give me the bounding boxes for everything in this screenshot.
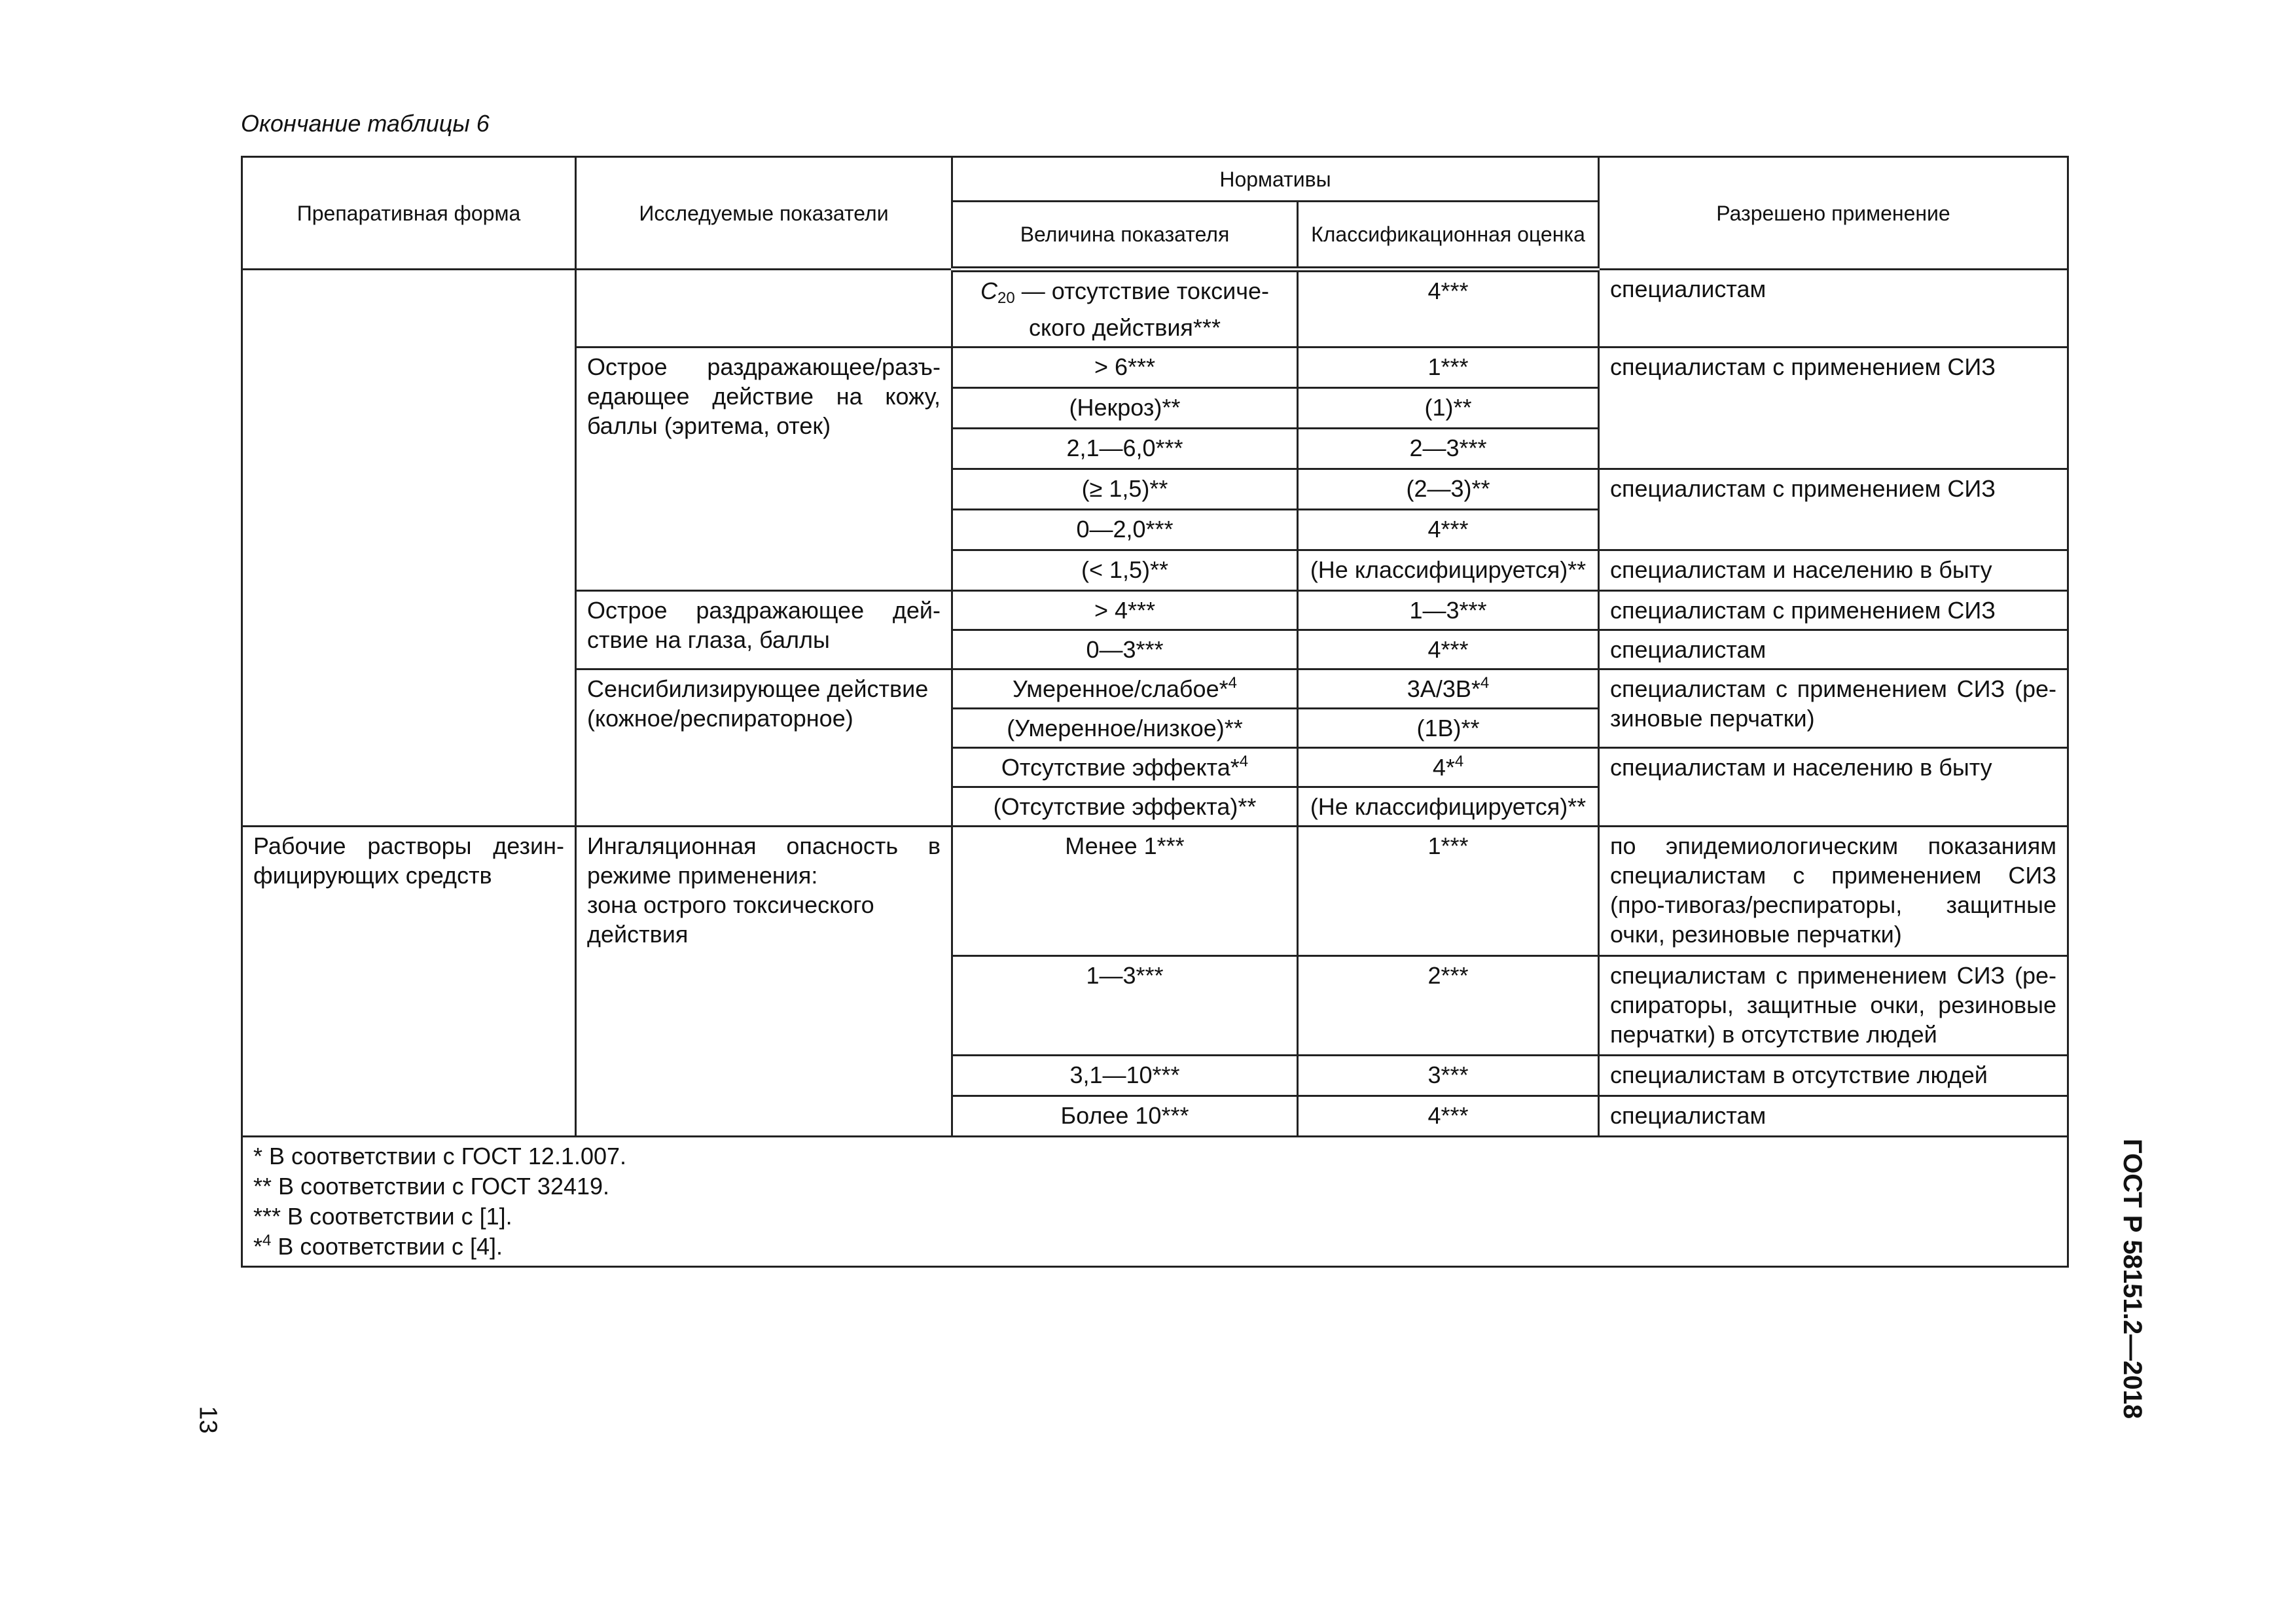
allowed-cell: специалистам и населению в быту — [1599, 550, 2068, 591]
value-cell: Отсутствие эффекта*$^4$ — [952, 748, 1298, 787]
class-cell: 4*$^4$ — [1298, 748, 1599, 787]
page-number: 13 — [194, 1406, 222, 1434]
indicator-inhalation-line1: Ингаляционная опасность в режиме применения: — [587, 832, 941, 889]
value-cell: Менее 1*** — [952, 827, 1298, 956]
allowed-cell: специалистам с применением СИЗ — [1599, 348, 2068, 469]
prep-form-cell-empty — [242, 270, 576, 827]
allowed-cell: специалистам с применением СИЗ — [1599, 591, 2068, 630]
value-cell: (Умеренное/низкое)** — [952, 709, 1298, 748]
class-cell: 1—3*** — [1298, 591, 1599, 630]
allowed-cell: специалистам и населению в быту — [1599, 748, 2068, 827]
header-classification: Классификационная оценка — [1298, 202, 1599, 270]
header-norms: Нормативы — [952, 157, 1599, 202]
class-cell: 2—3*** — [1298, 429, 1599, 469]
class-cell: 1*** — [1298, 348, 1599, 388]
footnote-4: *$^4$ В соответствии с [4]. — [253, 1232, 503, 1260]
indicator-inhalation-line2: зона острого токсического действия — [587, 891, 874, 948]
allowed-cell: по эпидемиологическим показаниям специалистам с применением СИЗ (про-тивогаз/респираторы, защитные очки, резиновые перчатки) — [1599, 827, 2068, 956]
allowed-cell: специалистам с применением СИЗ (ре-зиновые перчатки) — [1599, 669, 2068, 748]
allowed-cell: специалистам с применением СИЗ — [1599, 469, 2068, 550]
class-cell: (1В)** — [1298, 709, 1599, 748]
class-cell: 3*** — [1298, 1056, 1599, 1096]
indicator-skin-irritation: Острое раздражающее/разъ-едающее действие на кожу, баллы (эритема, отек) — [576, 348, 952, 591]
value-cell: 0—2,0*** — [952, 510, 1298, 550]
value-cell: 0—3*** — [952, 630, 1298, 669]
allowed-cell: специалистам в отсутствие людей — [1599, 1056, 2068, 1096]
value-cell: Умеренное/слабое*$^4$ — [952, 669, 1298, 709]
class-cell: 2*** — [1298, 956, 1599, 1056]
allowed-cell: специалистам — [1599, 1096, 2068, 1137]
footnote-1: * В соответствии с ГОСТ 12.1.007. — [253, 1143, 627, 1169]
indicator-eye-irritation: Острое раздражающее дей-ствие на глаза, баллы — [576, 591, 952, 669]
allowed-cell: специалистам — [1599, 270, 2068, 348]
prep-form-working-solutions: Рабочие растворы дезин-фицирующих средств — [242, 827, 576, 1137]
class-cell: 4*** — [1298, 510, 1599, 550]
value-cell: 1—3*** — [952, 956, 1298, 1056]
allowed-cell: специалистам с применением СИЗ (ре-спираторы, защитные очки, резиновые перчатки) в отсутствие людей — [1599, 956, 2068, 1056]
header-indicators: Исследуемые показатели — [576, 157, 952, 270]
value-cell: (Некроз)** — [952, 388, 1298, 429]
class-cell: (2—3)** — [1298, 469, 1599, 510]
value-cell: Более 10*** — [952, 1096, 1298, 1137]
footnotes — [242, 1137, 2068, 1267]
value-cell: > 6*** — [952, 348, 1298, 388]
value-cell: (< 1,5)** — [952, 550, 1298, 591]
class-cell: 4*** — [1298, 630, 1599, 669]
indicator-inhalation — [576, 827, 952, 1137]
indicator-cell-empty — [576, 270, 952, 348]
value-cell: 2,1—6,0*** — [952, 429, 1298, 469]
class-cell: 4*** — [1298, 270, 1599, 348]
value-cell: 3,1—10*** — [952, 1056, 1298, 1096]
header-prep-form: Препаративная форма — [242, 157, 576, 270]
value-cell: (≥ 1,5)** — [952, 469, 1298, 510]
class-cell: (Не классифицируется)** — [1298, 550, 1599, 591]
value-cell: $C_{20}$ — отсутствие токсиче-ского действия*** — [952, 270, 1298, 348]
header-allowed-use: Разрешено применение — [1599, 157, 2068, 270]
class-cell: (Не классифицируется)** — [1298, 787, 1599, 827]
class-cell: 4*** — [1298, 1096, 1599, 1137]
footnote-3: *** В соответствии с [1]. — [253, 1203, 512, 1230]
class-cell: 3А/3В*$^4$ — [1298, 669, 1599, 709]
table-caption: Окончание таблицы 6 — [241, 110, 490, 137]
header-value: Величина показателя — [952, 202, 1298, 270]
footnote-2: ** В соответствии с ГОСТ 32419. — [253, 1173, 610, 1200]
class-cell: 1*** — [1298, 827, 1599, 956]
value-cell: > 4*** — [952, 591, 1298, 630]
allowed-cell: специалистам — [1599, 630, 2068, 669]
value-cell: (Отсутствие эффекта)** — [952, 787, 1298, 827]
class-cell: (1)** — [1298, 388, 1599, 429]
indicator-sensitization: Сенсибилизирующее действие (кожное/респираторное) — [576, 669, 952, 827]
standard-designation: ГОСТ Р 58151.2—2018 — [2118, 1139, 2147, 1419]
norms-table — [241, 156, 2069, 1268]
